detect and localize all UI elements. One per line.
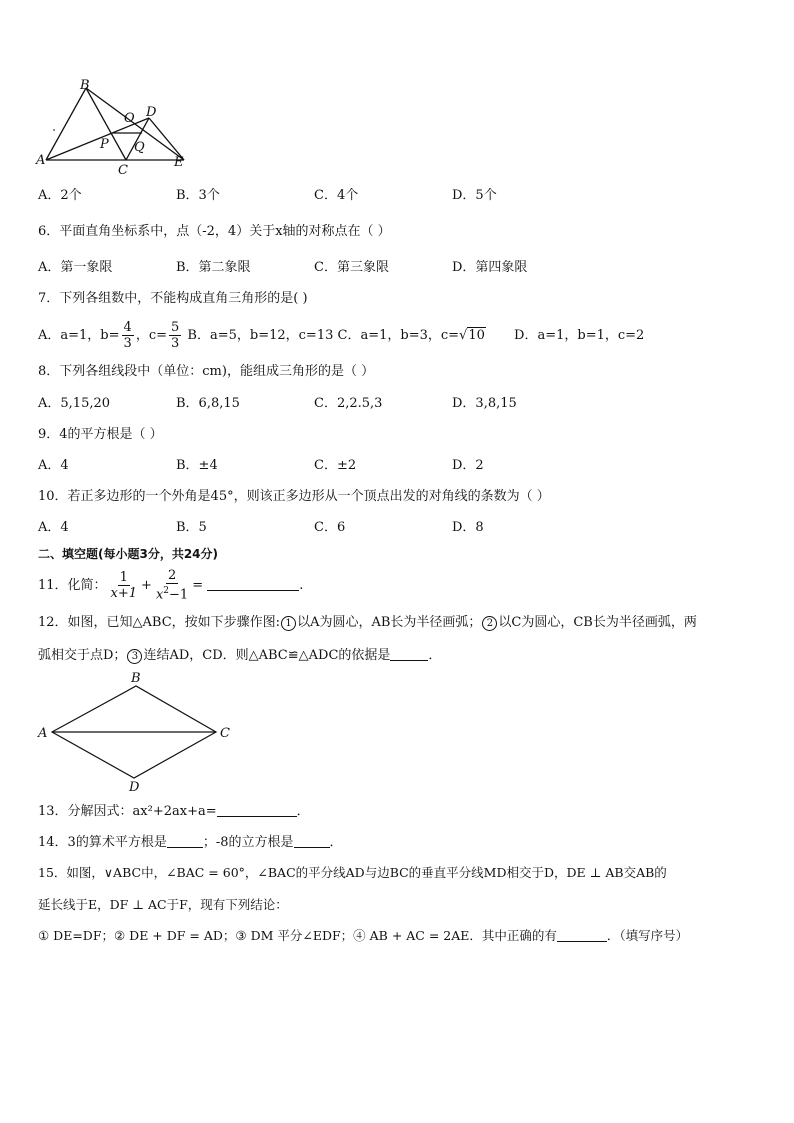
label-D: D — [146, 105, 157, 120]
q11-pre: 11．化简： — [38, 578, 107, 593]
q8-option-a: A．5,15,20 — [38, 396, 111, 411]
q7-fraction-c: $\frac{5}{3}$ — [171, 320, 180, 351]
q15-answer-blank[interactable] — [557, 927, 607, 942]
q9-option-b: B．±4 — [176, 458, 218, 473]
figure-q12 — [34, 668, 244, 796]
fig12-label-B: B — [131, 671, 141, 686]
q9-option-a: A．4 — [38, 458, 69, 473]
q8-option-d: D．3,8,15 — [452, 396, 517, 411]
q12-line-1: 12．如图，已知△ABC，按如下步骤作图: 1 以A为圆心，AB长为半径画弧； 2 以C为圆心，CB长为半径画弧，两 — [38, 615, 697, 630]
fig12-label-A: A — [38, 726, 48, 741]
q9-option-d: D．2 — [452, 458, 484, 473]
q5-option-a: A．2个 — [38, 188, 82, 203]
sqrt-icon: √ — [459, 328, 468, 343]
fig12-label-C: C — [220, 726, 230, 741]
label-A: A — [36, 153, 46, 168]
q7-option-b: B．a=5，b=12，c=13 — [187, 328, 334, 343]
q10-option-b: B．5 — [176, 520, 207, 535]
q14-blank-1[interactable] — [167, 833, 203, 848]
q15-line-2: 延长线于E，DF ⊥ AC于F，现有下列结论： — [38, 897, 288, 912]
label-O: O — [124, 111, 135, 126]
q8-option-b: B．6,8,15 — [176, 396, 240, 411]
q13-answer-blank[interactable] — [217, 802, 297, 817]
q9-option-c: C．±2 — [314, 458, 357, 473]
q11-fraction-2: $\frac{2}{x^2-1}$ — [155, 568, 189, 603]
q11-answer-blank[interactable] — [207, 576, 299, 591]
label-P: P — [100, 137, 109, 152]
q6-option-a: A．第一象限 — [38, 260, 113, 275]
q9-stem: 9．4的平方根是（ ） — [38, 427, 163, 442]
q15-line-1: 15．如图，∨ABC中，∠BAC = 60°，∠BAC的平分线AD与边BC的垂直平分线MD相交于D，DE ⊥ AB交AB的 — [38, 865, 667, 880]
q11-fraction-1: $\frac{1}{x+1}$ — [110, 570, 138, 601]
q15-line-3: ① DE=DF；② DE + DF = AD；③ DM 平分∠EDF；④ AB + AC = 2AE．其中正确的有 ．（填写序号） — [38, 928, 689, 943]
label-Q: Q — [134, 140, 145, 155]
q11: 11．化简： $\frac{1}{x+1}$ + $\frac{2}{x^2-1}$ = . — [38, 568, 304, 603]
q6-option-c: C．第三象限 — [314, 260, 389, 275]
q6-option-b: B．第二象限 — [176, 260, 251, 275]
q5-option-d: D．5个 — [452, 188, 497, 203]
circled-1: 1 — [281, 616, 296, 631]
q7-fraction-b: $\frac{4}{3}$ — [123, 320, 132, 351]
q7-radicand: 10 — [468, 328, 485, 343]
q7-options — [38, 316, 644, 356]
q10-option-d: D．8 — [452, 520, 484, 535]
q14: 14．3的算术平方根是 ；-8的立方根是 ． — [38, 835, 343, 850]
q6-option-d: D．第四象限 — [452, 260, 528, 275]
q11-equals: = — [192, 578, 204, 593]
q10-stem: 10．若正多边形的一个外角是45°，则该正多边形从一个顶点出发的对角线的条数为（ ） — [38, 489, 550, 504]
q10-option-a: A．4 — [38, 520, 69, 535]
q14-blank-2[interactable] — [294, 833, 330, 848]
q7-option-a-pre: A．a=1，b= — [38, 328, 120, 343]
q7-option-d: D．a=1，b=1，c=2 — [514, 328, 645, 343]
q12-answer-blank[interactable] — [390, 646, 428, 661]
label-E: E — [174, 155, 184, 170]
figure-q5 — [34, 74, 194, 174]
circled-3: 3 — [127, 649, 142, 664]
q6-stem: 6．平面直角坐标系中，点（-2，4）关于x轴的对称点在（ ） — [38, 224, 391, 239]
q7-stem: 7．下列各组数中，不能构成直角三角形的是( ) — [38, 291, 308, 306]
label-C: C — [118, 163, 128, 174]
q10-option-c: C．6 — [314, 520, 346, 535]
fig12-label-D: D — [129, 780, 140, 795]
q8-option-c: C．2,2.5,3 — [314, 396, 383, 411]
q7-option-a-mid: ，c= — [135, 328, 167, 343]
q12-line-2: 弧相交于点D； 3 连结AD，CD．则△ABC≌△ADC的依据是 ． — [38, 648, 442, 663]
circled-2: 2 — [482, 616, 497, 631]
label-B: B — [80, 78, 90, 93]
section-heading: 二、填空题(每小题3分，共24分) — [38, 547, 219, 561]
q7-option-c-pre: C．a=1，b=3，c= — [337, 328, 460, 343]
q8-stem: 8．下列各组线段中（单位：cm)，能组成三角形的是（ ） — [38, 364, 375, 379]
q11-plus: + — [141, 578, 152, 593]
q13: 13．分解因式：ax²+2ax+a= ． — [38, 804, 310, 819]
q5-option-c: C．4个 — [314, 188, 359, 203]
q5-option-b: B．3个 — [176, 188, 220, 203]
